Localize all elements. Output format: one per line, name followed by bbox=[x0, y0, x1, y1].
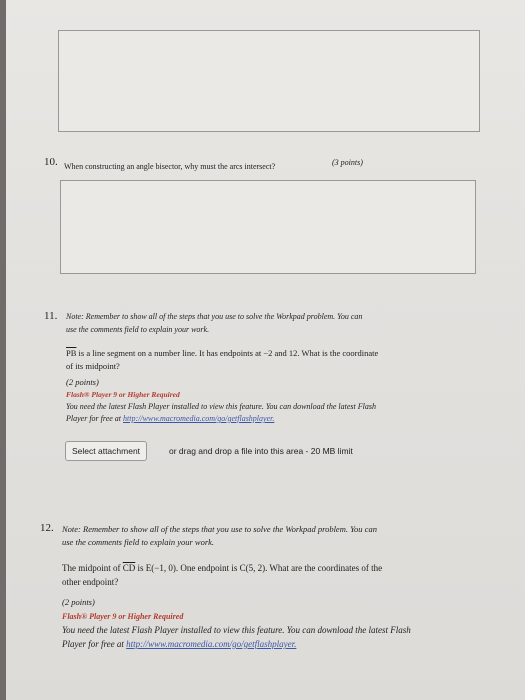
select-attachment-button[interactable]: Select attachment bbox=[65, 441, 147, 461]
question-12-flash-line2 bbox=[62, 639, 296, 649]
question-11-problem-rest: is a line segment on a number line. It has endpoints at −2 and 12. What is the coordinate bbox=[78, 348, 379, 358]
question-11-points: (2 points) bbox=[66, 377, 99, 387]
question-11-flash-required: Flash® Player 9 or Higher Required bbox=[66, 390, 180, 399]
drag-drop-instruction: or drag and drop a file into this area - 20 MB limit bbox=[169, 446, 353, 456]
answer-box-q10[interactable] bbox=[60, 180, 476, 274]
question-12-points: (2 points) bbox=[62, 597, 95, 607]
question-12-problem-prefix: The midpoint of bbox=[62, 563, 121, 573]
question-12-flash-line1: You need the latest Flash Player installed to view this feature. You can download the latest Flash bbox=[62, 625, 411, 635]
question-12-flash-link[interactable]: http://www.macromedia.com/go/getflashplayer. bbox=[126, 639, 297, 649]
question-11-note-line1: Note: Remember to show all of the steps that you use to solve the Workpad problem. You can bbox=[66, 312, 363, 321]
question-11-flash-line2 bbox=[66, 414, 274, 423]
question-11-number: 11. bbox=[44, 310, 58, 322]
question-11-note-line2: use the comments field to explain your work. bbox=[66, 325, 210, 334]
question-12-problem-line1 bbox=[62, 563, 382, 573]
question-12-number: 12. bbox=[40, 522, 54, 534]
segment-cd-label: $\overline{CD}$ bbox=[122, 563, 136, 573]
question-12-flash-required: Flash® Player 9 or Higher Required bbox=[62, 612, 184, 621]
question-12-problem-line2: other endpoint? bbox=[62, 577, 119, 587]
question-11-problem-line1 bbox=[66, 348, 378, 358]
question-10-text: When constructing an angle bisector, why must the arcs intersect? bbox=[64, 162, 276, 171]
question-12-note-line2: use the comments field to explain your work. bbox=[62, 537, 215, 547]
question-10-number: 10. bbox=[44, 156, 58, 168]
question-11-flash-link[interactable]: http://www.macromedia.com/go/getflashplayer. bbox=[123, 414, 275, 423]
question-12-problem-rest: is E(−1, 0). One endpoint is C(5, 2). What are the coordinates of the bbox=[137, 563, 383, 573]
question-12-flash-prefix: Player for free at bbox=[62, 639, 124, 649]
question-11-flash-prefix: Player for free at bbox=[66, 414, 122, 423]
question-11-flash-line1: You need the latest Flash Player installed to view this feature. You can download the latest Flash bbox=[66, 402, 376, 411]
answer-box-q9[interactable] bbox=[58, 30, 480, 132]
question-11-problem-line2: of its midpoint? bbox=[66, 361, 120, 371]
worksheet-page bbox=[6, 0, 525, 700]
question-12-note-line1: Note: Remember to show all of the steps that you use to solve the Workpad problem. You can bbox=[62, 524, 377, 534]
question-10-points: (3 points) bbox=[332, 158, 363, 167]
segment-pb-label: $\overline{PB}$ bbox=[66, 348, 77, 358]
